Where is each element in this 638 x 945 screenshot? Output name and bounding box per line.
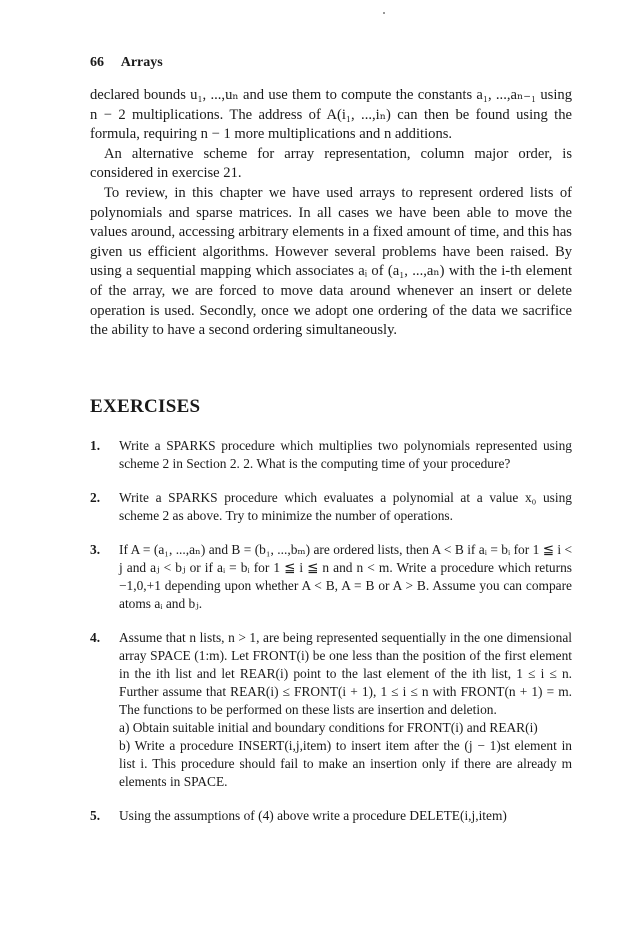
speck-mark [383,12,385,14]
exercise-text: Using the assumptions of (4) above write a procedure DELETE(i,j,item) [119,808,507,823]
paragraph-continuation: declared bounds u₁, ...,uₙ and use them to compute the constants a₁, ...,aₙ₋₁ using n − 2 multiplications. The address of A(i₁, ...,iₙ) can then be found using the formula, requiring n − 1 more multiplications and n additions. [90,87,572,143]
running-title: Arrays [120,55,163,70]
paragraph-review: To review, in this chapter we have used arrays to represent ordered lists of polynomials and sparse matrices. In all cases we have been able to move the values around, accessing arbitrary elements in a fixed amount of time, and this has given us efficient algorithms. However several problems have been raised. By using a sequential mapping which associates aᵢ of (a₁, ...,aₙ) with the i-th element of the array, we are forced to move data around whenever an insert or delete operation is used. Secondly, once we adopt one ordering of the data we sacrifice the ability to have a second ordering simultaneously. [90,184,572,339]
exercise-list [90,437,572,837]
exercise-number: 5. [90,808,101,823]
exercise-number: 1. [90,438,101,453]
exercise-number: 3. [90,542,101,557]
body-text [90,86,572,341]
running-header [90,55,163,71]
exercise-text: Assume that n lists, n > 1, are being represented sequentially in the one dimensional array SPACE (1:m). Let FRONT(i) be one less than the position of the first element in the ith list and let REAR(i) point to the last element of the ith list, 1 ≤ i ≤ n. Further assume that REAR(i) ≤ FRONT(i + 1), 1 ≤ i ≤ n with FRONT(n + 1) = m. The functions to be performed on these lists are insertion and deletion. [119,630,572,717]
exercise-part-a: a) Obtain suitable initial and boundary conditions for FRONT(i) and REAR(i) [119,720,538,735]
exercise-number: 2. [90,490,101,505]
exercise-number: 4. [90,630,101,645]
exercise-item [90,489,572,525]
exercises-heading: EXERCISES [90,396,201,417]
exercise-text: Write a SPARKS procedure which evaluates a polynomial at a value x₀ using scheme 2 as above. Try to minimize the number of operations. [119,490,572,523]
exercise-part-b: b) Write a procedure INSERT(i,j,item) to insert item after the (j − 1)st element in list i. This procedure should fail to make an insertion only if there are already m elements in SPACE. [119,738,572,789]
exercise-text: If A = (a₁, ...,aₙ) and B = (b₁, ...,bₘ) are ordered lists, then A < B if aᵢ = bᵢ for 1 ≦ i < j and aⱼ < bⱼ or if aᵢ = bᵢ for 1 ≦ i ≦ n and n < m. Write a procedure which returns −1,0,+1 depending upon whether A < B, A = B or A > B. Assume you can compare atoms aᵢ and bⱼ. [119,542,572,611]
page-number: 66 [90,55,104,70]
exercise-item [90,629,572,791]
exercise-item [90,541,572,613]
exercise-item [90,437,572,473]
exercise-item [90,807,572,825]
exercise-text: Write a SPARKS procedure which multiplies two polynomials represented using scheme 2 in Section 2. 2. What is the computing time of your procedure? [119,438,572,471]
paragraph-column-major: An alternative scheme for array representation, column major order, is considered in exercise 21. [90,145,572,182]
